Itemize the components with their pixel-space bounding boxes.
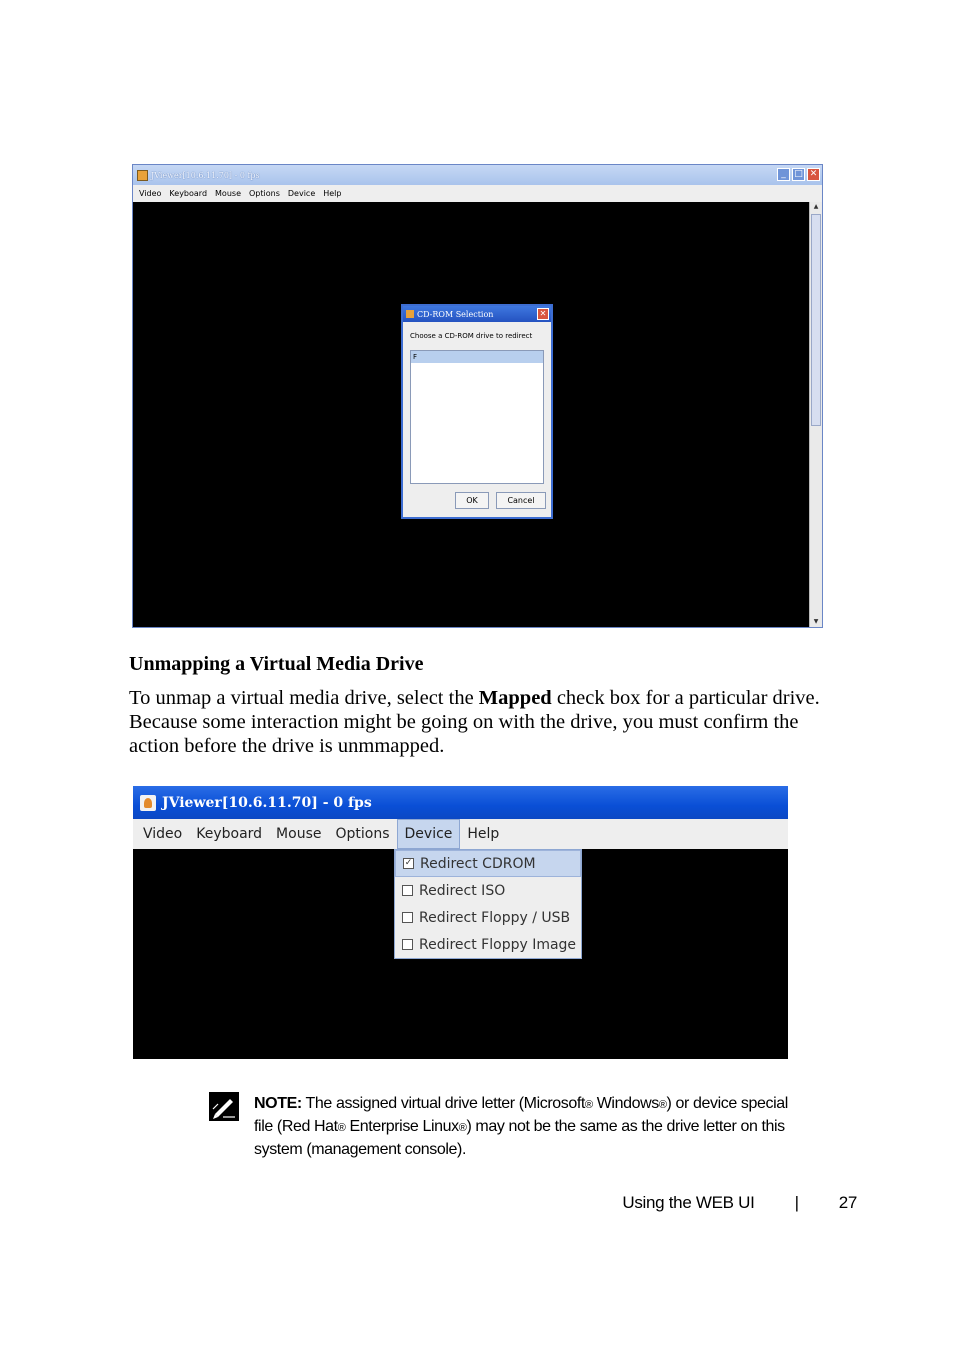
menu-item-redirect-cdrom[interactable] [395, 850, 581, 877]
device-dropdown-menu [394, 849, 582, 959]
cancel-button[interactable]: Cancel [496, 492, 546, 509]
page-footer [622, 1193, 857, 1213]
jviewer-screenshot-cdrom [132, 164, 823, 628]
menu-video[interactable]: Video [139, 189, 162, 198]
note-segment: ) may not be the same as the drive letter on this system (management console). [254, 1118, 785, 1158]
menu-item-redirect-floppy-usb[interactable] [395, 904, 581, 931]
para-bold-mapped: Mapped [478, 687, 552, 709]
registered-mark: ® [337, 1122, 346, 1134]
menu-mouse[interactable]: Mouse [215, 189, 241, 198]
java-app-icon [140, 795, 156, 811]
note-pencil-icon [209, 1092, 239, 1121]
menu-item-redirect-iso[interactable] [395, 877, 581, 904]
drive-list-item[interactable]: F [411, 351, 543, 363]
menubar [133, 185, 822, 202]
cdrom-selection-dialog [401, 304, 553, 519]
menu-item-label: Redirect Floppy Image [419, 936, 577, 953]
window-titlebar [133, 165, 822, 185]
menu-keyboard[interactable]: Keyboard [196, 826, 263, 842]
menu-item-label: Redirect ISO [419, 882, 506, 899]
note-text [254, 1093, 794, 1160]
note-segment: Windows [592, 1095, 659, 1112]
scroll-down-icon[interactable]: ▼ [813, 618, 819, 625]
close-icon[interactable]: ✕ [807, 168, 820, 181]
dialog-close-icon[interactable]: ✕ [537, 308, 549, 320]
para-text-after: check box for a particular drive. Because some interaction might be going on with the drive, you must confirm the action before the drive is unmmapped. [129, 687, 820, 757]
window-title: JViewer[10.6.11.70] - 0 fps [151, 170, 260, 180]
menu-help[interactable]: Help [323, 189, 342, 198]
menu-device[interactable]: Device [397, 819, 461, 849]
registered-mark: ® [584, 1099, 593, 1111]
registered-mark: ® [458, 1122, 467, 1134]
dialog-title: CD-ROM Selection [417, 309, 494, 319]
dialog-titlebar [403, 306, 551, 322]
window-title: JViewer[10.6.11.70] - 0 fps [162, 794, 372, 811]
note-segment: The assigned virtual drive letter (Microsoft [301, 1095, 585, 1112]
menu-item-redirect-floppy-image[interactable] [395, 931, 581, 958]
vertical-scrollbar[interactable] [809, 202, 822, 627]
section-heading: Unmapping a Virtual Media Drive [129, 653, 424, 675]
menu-item-label: Redirect CDROM [420, 855, 536, 872]
page-number: 27 [838, 1193, 857, 1212]
menu-options[interactable]: Options [335, 826, 390, 842]
checkbox-icon[interactable] [402, 939, 413, 950]
footer-section-title: Using the WEB UI [622, 1193, 755, 1212]
checkbox-icon[interactable] [402, 912, 413, 923]
maximize-icon[interactable]: □ [792, 168, 805, 181]
scroll-up-icon[interactable]: ▲ [813, 203, 819, 210]
menu-video[interactable]: Video [143, 826, 183, 842]
checkbox-checked-icon[interactable]: ✓ [404, 858, 413, 868]
window-titlebar [133, 786, 788, 819]
checkbox-icon[interactable] [402, 885, 413, 896]
footer-separator: | [794, 1193, 799, 1212]
menu-keyboard[interactable]: Keyboard [169, 189, 208, 198]
registered-mark: ® [658, 1099, 667, 1111]
jviewer-screenshot-device-menu [133, 786, 788, 1059]
ok-button[interactable]: OK [455, 492, 489, 509]
menu-item-label: Redirect Floppy / USB [419, 909, 571, 926]
menu-device[interactable]: Device [287, 189, 316, 198]
note-segment: Enterprise Linux [345, 1118, 459, 1135]
java-app-icon [406, 310, 414, 318]
menu-help[interactable]: Help [467, 826, 500, 842]
para-text-before: To unmap a virtual media drive, select the [129, 687, 479, 709]
minimize-icon[interactable]: _ [777, 168, 790, 181]
menubar [133, 819, 788, 849]
java-app-icon [137, 170, 148, 181]
body-paragraph [129, 686, 841, 758]
window-controls [777, 168, 820, 181]
dialog-prompt: Choose a CD-ROM drive to redirect [410, 332, 533, 340]
note-label: NOTE: [254, 1095, 302, 1112]
menu-mouse[interactable]: Mouse [276, 826, 322, 842]
note-segment: ) or device special file (Red Hat [254, 1095, 788, 1135]
scroll-thumb[interactable] [811, 214, 821, 426]
menu-options[interactable]: Options [249, 189, 280, 198]
drive-list[interactable] [410, 350, 544, 484]
